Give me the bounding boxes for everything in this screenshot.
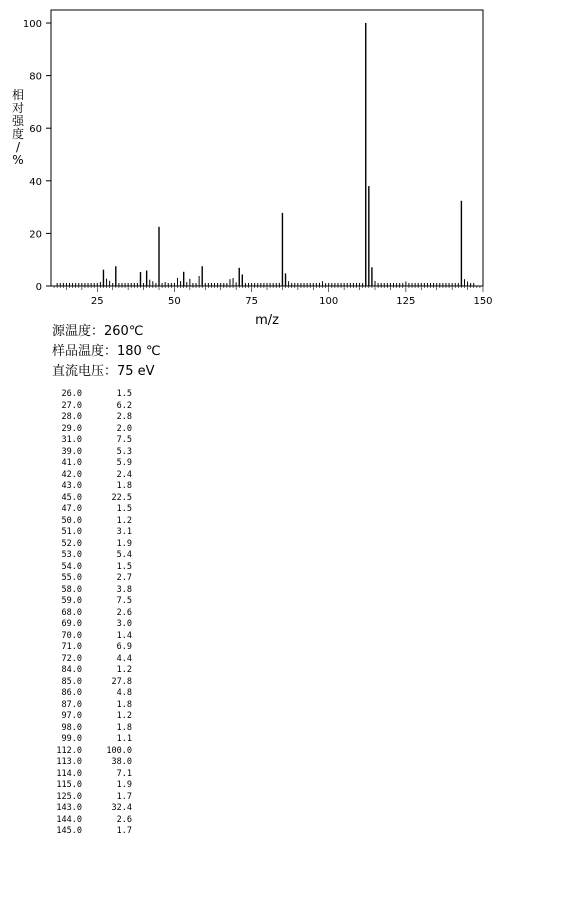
table-row <box>40 527 132 539</box>
intensity-cell: 1.9 <box>116 780 132 790</box>
table-row <box>40 723 132 735</box>
y-tick-label: 20 <box>29 229 42 241</box>
intensity-cell: 4.4 <box>116 653 132 664</box>
intensity-cell: 1.2 <box>116 665 132 675</box>
intensity-cell: 32.4 <box>111 803 132 813</box>
x-axis-label: m/z <box>255 313 279 328</box>
intensity-cell: 1.4 <box>116 630 132 641</box>
mz-cell: 29.0 <box>61 423 82 434</box>
intensity-cell: 6.9 <box>116 642 132 652</box>
intensity-cell: 2.6 <box>116 607 132 618</box>
table-row <box>40 596 132 608</box>
y-axis-label-char: 度 <box>11 127 25 141</box>
table-row <box>40 688 132 700</box>
bar-series <box>57 23 474 286</box>
table-row <box>40 654 132 666</box>
y-axis <box>23 19 51 293</box>
intensity-cell: 2.0 <box>116 423 132 434</box>
table-row <box>40 780 132 792</box>
x-tick-label: 25 <box>90 296 104 307</box>
intensity-cell: 1.7 <box>116 826 132 836</box>
table-row <box>40 769 132 781</box>
mz-cell: 97.0 <box>61 711 82 721</box>
table-row <box>40 815 132 827</box>
intensity-cell: 3.0 <box>116 619 132 629</box>
mz-cell: 54.0 <box>61 561 82 572</box>
intensity-cell: 2.4 <box>116 469 132 480</box>
intensity-cell: 5.9 <box>116 458 132 468</box>
mz-cell: 47.0 <box>61 504 82 514</box>
table-row <box>40 734 132 746</box>
mz-cell: 70.0 <box>61 630 82 641</box>
intensity-cell: 7.5 <box>116 596 132 606</box>
table-row <box>40 757 132 769</box>
table-row <box>40 504 132 516</box>
intensity-cell: 1.7 <box>116 791 132 802</box>
y-axis-label-char: 对 <box>11 101 25 115</box>
dc-voltage: 直流电压：75 eV <box>52 364 155 379</box>
mz-cell: 53.0 <box>61 550 82 560</box>
mz-cell: 42.0 <box>61 469 82 480</box>
mz-cell: 55.0 <box>61 573 82 583</box>
intensity-cell: 22.5 <box>111 492 132 503</box>
table-row <box>40 573 132 585</box>
table-row <box>40 585 132 597</box>
table-row <box>40 424 132 436</box>
y-tick-label: 100 <box>22 19 42 30</box>
x-tick-label: 50 <box>168 296 181 307</box>
intensity-cell: 1.8 <box>116 481 132 491</box>
intensity-cell: 7.1 <box>116 768 132 779</box>
mz-cell: 28.0 <box>61 412 82 422</box>
mz-cell: 72.0 <box>61 653 82 664</box>
y-tick-label: 80 <box>29 71 42 83</box>
mz-cell: 144.0 <box>56 814 82 825</box>
table-row <box>40 516 132 528</box>
mz-cell: 50.0 <box>61 515 82 526</box>
table-row <box>40 792 132 804</box>
mz-cell: 52.0 <box>61 538 82 549</box>
x-axis <box>54 286 492 307</box>
mz-cell: 84.0 <box>61 665 82 675</box>
intensity-cell: 27.8 <box>111 676 132 687</box>
intensity-cell: 2.8 <box>116 412 132 422</box>
mz-cell: 115.0 <box>56 780 82 790</box>
mz-cell: 86.0 <box>61 688 82 698</box>
table-row <box>40 642 132 654</box>
table-row <box>40 562 132 574</box>
mz-cell: 145.0 <box>56 826 82 836</box>
intensity-cell: 1.2 <box>116 515 132 526</box>
table-row <box>40 826 132 838</box>
mz-cell: 43.0 <box>61 481 82 491</box>
mz-cell: 114.0 <box>56 768 82 779</box>
intensity-cell: 1.8 <box>116 699 132 710</box>
y-axis-label <box>12 87 25 167</box>
intensity-cell: 1.5 <box>116 561 132 572</box>
y-axis-label-char: % <box>12 153 24 167</box>
mz-cell: 98.0 <box>61 722 82 733</box>
mz-cell: 85.0 <box>61 676 82 687</box>
x-tick-label: 75 <box>245 296 258 307</box>
y-tick-label: 0 <box>35 282 42 293</box>
mz-cell: 31.0 <box>61 435 82 445</box>
mz-cell: 39.0 <box>61 446 82 457</box>
intensity-cell: 1.5 <box>116 389 132 399</box>
table-row <box>40 389 132 401</box>
table-row <box>40 401 132 413</box>
x-tick-label: 150 <box>473 296 493 307</box>
mz-cell: 68.0 <box>61 607 82 618</box>
intensity-cell: 1.1 <box>116 734 132 744</box>
table-row <box>40 700 132 712</box>
table-row <box>40 412 132 424</box>
intensity-cell: 4.8 <box>116 688 132 698</box>
y-axis-label-char: 强 <box>11 114 25 128</box>
table-row <box>40 746 132 758</box>
intensity-cell: 3.8 <box>116 584 132 595</box>
peak-table <box>40 389 132 838</box>
intensity-cell: 5.3 <box>116 446 132 457</box>
mz-cell: 41.0 <box>61 458 82 468</box>
intensity-cell: 7.5 <box>116 435 132 445</box>
mz-cell: 99.0 <box>61 734 82 744</box>
intensity-cell: 38.0 <box>111 757 132 767</box>
source-temperature: 源温度：260℃ <box>52 324 144 339</box>
mz-cell: 71.0 <box>61 642 82 652</box>
mz-cell: 59.0 <box>61 596 82 606</box>
table-row <box>40 539 132 551</box>
table-row <box>40 493 132 505</box>
plot-frame <box>51 10 483 286</box>
table-row <box>40 447 132 459</box>
intensity-cell: 100.0 <box>106 745 132 756</box>
table-row <box>40 458 132 470</box>
mz-cell: 112.0 <box>56 745 82 756</box>
table-row <box>40 619 132 631</box>
mz-cell: 45.0 <box>61 492 82 503</box>
table-row <box>40 711 132 723</box>
mz-cell: 87.0 <box>61 699 82 710</box>
intensity-cell: 2.7 <box>116 573 132 583</box>
y-tick-label: 40 <box>29 176 42 188</box>
sample-temperature: 样品温度：180 ℃ <box>52 344 161 359</box>
mz-cell: 125.0 <box>56 791 82 802</box>
mz-cell: 27.0 <box>61 400 82 411</box>
intensity-cell: 1.2 <box>116 711 132 721</box>
table-row <box>40 608 132 620</box>
mz-cell: 113.0 <box>56 757 82 767</box>
table-row <box>40 677 132 689</box>
mz-cell: 69.0 <box>61 619 82 629</box>
mz-cell: 58.0 <box>61 584 82 595</box>
table-row <box>40 481 132 493</box>
y-tick-label: 60 <box>29 124 42 136</box>
table-row <box>40 470 132 482</box>
intensity-cell: 6.2 <box>116 400 132 411</box>
x-tick-label: 100 <box>319 296 339 307</box>
intensity-cell: 1.9 <box>116 538 132 549</box>
table-row <box>40 665 132 677</box>
mz-cell: 143.0 <box>56 803 82 813</box>
intensity-cell: 2.6 <box>116 814 132 825</box>
intensity-cell: 5.4 <box>116 550 132 560</box>
x-tick-label: 125 <box>396 296 416 307</box>
y-axis-label-char: 相 <box>11 88 25 102</box>
intensity-cell: 1.8 <box>116 722 132 733</box>
mz-cell: 26.0 <box>61 389 82 399</box>
mz-cell: 51.0 <box>61 527 82 537</box>
mass-spectrum-chart <box>0 0 570 335</box>
intensity-cell: 1.5 <box>116 504 132 514</box>
intensity-cell: 3.1 <box>116 527 132 537</box>
table-row <box>40 803 132 815</box>
table-row <box>40 435 132 447</box>
table-row <box>40 631 132 643</box>
y-axis-label-char: / <box>15 140 21 154</box>
table-row <box>40 550 132 562</box>
